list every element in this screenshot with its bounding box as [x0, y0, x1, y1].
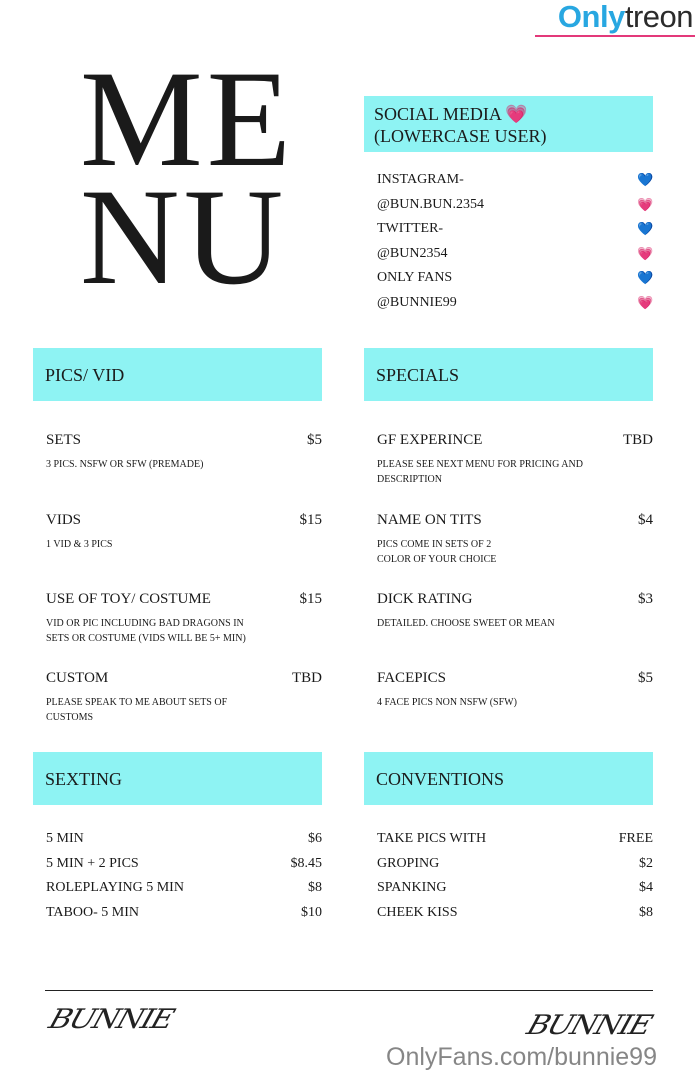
footer-divider [45, 990, 653, 991]
social-media-header [364, 96, 653, 152]
pink-heart-icon: 💗 [637, 294, 654, 310]
conventions-list [377, 829, 653, 927]
blue-heart-icon: 💙 [637, 221, 654, 236]
signature-left: BUNNIE [44, 1003, 177, 1036]
list-item: 5 MIN + 2 PICS $8.45 [46, 855, 322, 871]
list-item: CHEEK KISS $8 [377, 904, 653, 920]
social-header-line-2: (LOWERCASE USER) [374, 126, 547, 146]
menu-item-sets: SETS $5 3 PICS. NSFW OR SFW (PREMADE) [46, 432, 322, 470]
blue-heart-icon: 💙 [637, 270, 654, 285]
social-row: @BUN2354 💗 [377, 244, 653, 269]
list-item: SPANKING $4 [377, 880, 653, 895]
pics-vid-header: PICS/ VID [33, 348, 322, 401]
social-row: ONLY FANS 💙 [377, 268, 653, 293]
list-item: 5 MIN $6 [46, 831, 322, 846]
onlytreon-logo: Onlytreon [557, 0, 693, 34]
signature-right: BUNNIE [522, 1009, 655, 1042]
logo-underline [535, 35, 695, 37]
menu-item-vids: VIDS $15 1 VID & 3 PICS [46, 512, 322, 550]
social-row: @BUN.BUN.2354 💗 [377, 195, 653, 220]
social-media-list [377, 170, 653, 317]
conventions-header: CONVENTIONS [364, 752, 653, 805]
menu-title-line-2: NU [80, 160, 288, 313]
specials-header: SPECIALS [364, 348, 653, 401]
list-item: GROPING $2 [377, 855, 653, 871]
menu-item-toy-costume: USE OF TOY/ COSTUME $15 VID OR PIC INCLUDING BAD DRAGONS IN SETS OR COSTUME (VIDS WILL BE 5+ MIN) [46, 591, 322, 644]
list-item: TABOO- 5 MIN $10 [46, 904, 322, 920]
sexting-list [46, 829, 322, 927]
blue-heart-icon: 💙 [637, 172, 654, 187]
social-header-line-1: SOCIAL MEDIA 💗 [374, 104, 528, 124]
social-row: @BUNNIE99 💗 [377, 293, 653, 318]
list-item: ROLEPLAYING 5 MIN $8 [46, 880, 322, 895]
pink-heart-icon: 💗 [637, 245, 654, 261]
menu-item-gf-experience: GF EXPERINCE TBD PLEASE SEE NEXT MENU FOR PRICING AND DESCRIPTION [377, 432, 653, 485]
sexting-header: SEXTING [33, 752, 322, 805]
menu-item-custom: CUSTOM TBD PLEASE SPEAK TO ME ABOUT SETS OF CUSTOMS [46, 670, 322, 723]
menu-item-name-on: NAME ON TITS $4 PICS COME IN SETS OF 2 COLOR OF YOUR CHOICE [377, 512, 653, 565]
social-row: TWITTER- 💙 [377, 219, 653, 244]
menu-title [80, 42, 295, 313]
menu-item-rating: DICK RATING $3 DETAILED. CHOOSE SWEET OR MEAN [377, 591, 653, 629]
menu-title-line-1: ME [80, 42, 295, 195]
onlyfans-watermark: OnlyFans.com/bunnie99 [386, 1043, 657, 1071]
pink-heart-icon: 💗 [637, 196, 654, 212]
menu-item-facepics: FACEPICS $5 4 FACE PICS NON NSFW (SFW) [377, 670, 653, 708]
list-item: TAKE PICS WITH FREE [377, 831, 653, 846]
social-row: INSTAGRAM- 💙 [377, 170, 653, 195]
